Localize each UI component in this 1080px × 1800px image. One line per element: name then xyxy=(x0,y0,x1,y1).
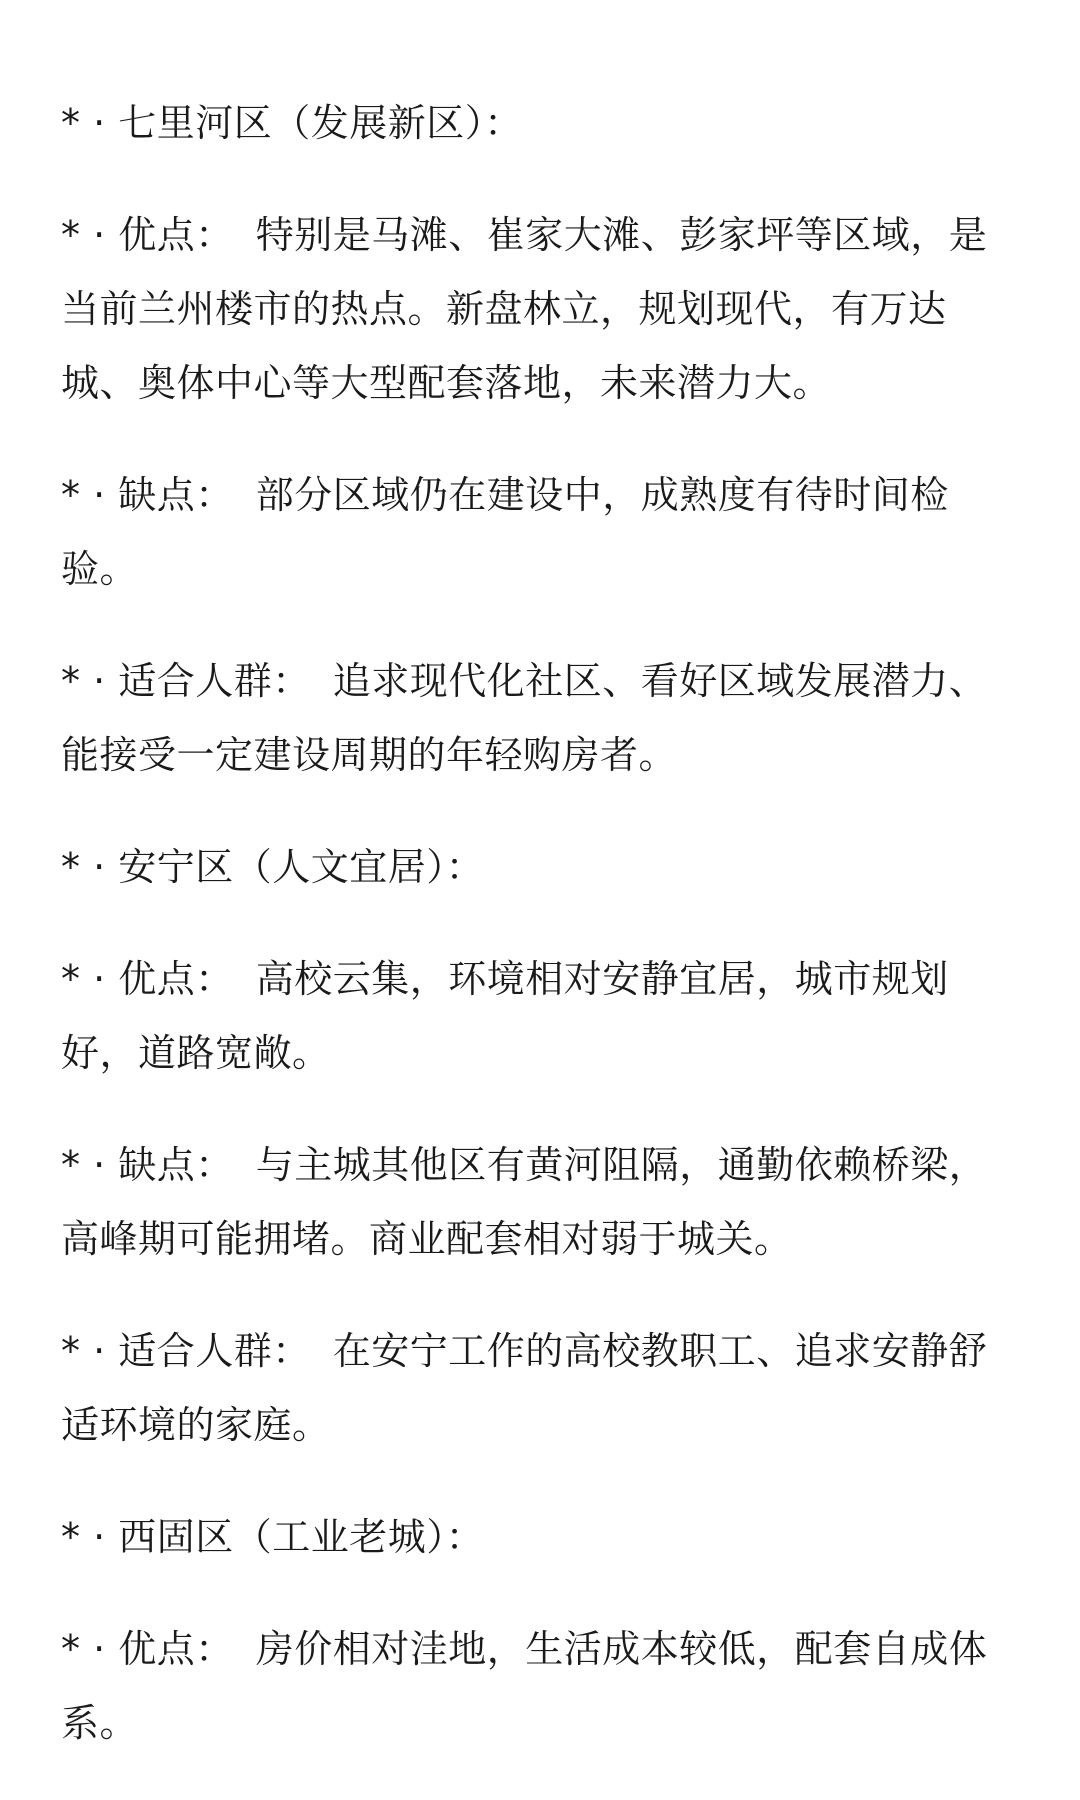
bullet-marker: * · xyxy=(61,473,119,517)
item-text: 房价相对洼地，生活成本较低，配套自成体系。 xyxy=(61,1627,988,1745)
qilihe-audience xyxy=(61,644,1020,792)
item-text: 在安宁工作的高校教职工、追求安静舒适环境的家庭。 xyxy=(61,1329,988,1447)
xigu-pros xyxy=(61,1612,1020,1760)
anning-audience xyxy=(61,1314,1020,1462)
item-label: 优点： xyxy=(118,1627,234,1671)
district-heading: 安宁区（人文宜居）： xyxy=(118,845,485,889)
bullet-marker: * · xyxy=(61,1143,119,1187)
bullet-marker: * · xyxy=(61,1627,119,1671)
district-heading: 七里河区（发展新区）： xyxy=(118,101,523,145)
district-heading: 西固区（工业老城）： xyxy=(118,1515,485,1559)
item-text: 追求现代化社区、看好区域发展潜力、能接受一定建设周期的年轻购房者。 xyxy=(61,659,988,777)
heading-xigu xyxy=(61,1500,1020,1574)
item-label: 适合人群： xyxy=(118,659,311,703)
bullet-marker: * · xyxy=(61,659,119,703)
item-label: 优点： xyxy=(118,957,234,1001)
heading-qilihe xyxy=(61,86,1020,160)
anning-pros xyxy=(61,942,1020,1090)
heading-anning xyxy=(61,830,1020,904)
bullet-marker: * · xyxy=(61,1329,119,1373)
item-label: 缺点： xyxy=(118,1143,234,1187)
bullet-marker: * · xyxy=(61,213,119,257)
item-label: 适合人群： xyxy=(118,1329,311,1373)
item-label: 优点： xyxy=(118,213,234,257)
qilihe-cons xyxy=(61,458,1020,606)
item-text: 与主城其他区有黄河阻隔，通勤依赖桥梁，高峰期可能拥堵。商业配套相对弱于城关。 xyxy=(61,1143,988,1261)
item-text: 部分区域仍在建设中，成熟度有待时间检验。 xyxy=(61,473,949,591)
item-text: 高校云集，环境相对安静宜居，城市规划好，道路宽敞。 xyxy=(61,957,949,1075)
item-text: 特别是马滩、崔家大滩、彭家坪等区域，是当前兰州楼市的热点。新盘林立，规划现代，有万达城、奥体中心等大型配套落地，未来潜力大。 xyxy=(61,213,988,405)
qilihe-pros xyxy=(61,198,1020,420)
bullet-marker: * · xyxy=(61,101,119,145)
item-label: 缺点： xyxy=(118,473,234,517)
anning-cons xyxy=(61,1128,1020,1276)
bullet-marker: * · xyxy=(61,845,119,889)
bullet-marker: * · xyxy=(61,1515,119,1559)
bullet-marker: * · xyxy=(61,957,119,1001)
